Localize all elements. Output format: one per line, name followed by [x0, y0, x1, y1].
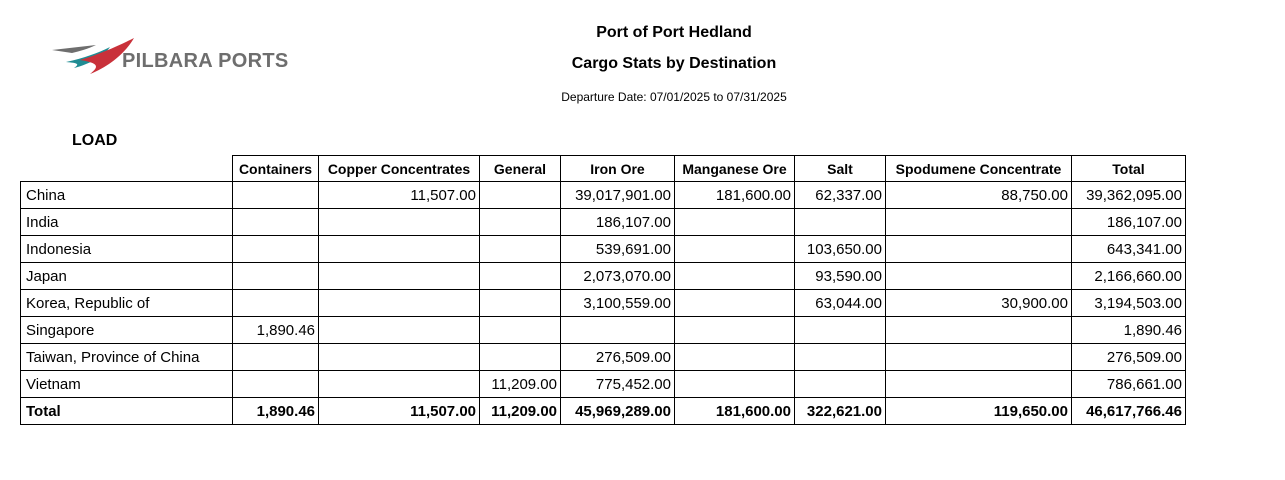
cell-copper-concentrates — [319, 263, 480, 290]
total-copper-concentrates: 11,507.00 — [319, 398, 480, 425]
cell-manganese-ore — [675, 209, 795, 236]
cell-total: 2,166,660.00 — [1072, 263, 1186, 290]
cell-total: 786,661.00 — [1072, 371, 1186, 398]
cell-general — [480, 209, 561, 236]
cell-containers — [233, 209, 319, 236]
cell-iron-ore: 276,509.00 — [561, 344, 675, 371]
logo-wordmark: PILBARA PORTS — [122, 50, 289, 72]
table-row — [21, 371, 1186, 398]
cell-copper-concentrates: 11,507.00 — [319, 182, 480, 209]
cell-total: 39,362,095.00 — [1072, 182, 1186, 209]
cell-spodumene-concentrate — [886, 344, 1072, 371]
total-manganese-ore: 181,600.00 — [675, 398, 795, 425]
cell-spodumene-concentrate: 30,900.00 — [886, 290, 1072, 317]
cell-spodumene-concentrate — [886, 209, 1072, 236]
col-header-spodumene-concentrate: Spodumene Concentrate — [886, 156, 1072, 182]
cell-iron-ore: 186,107.00 — [561, 209, 675, 236]
row-destination: Singapore — [21, 317, 233, 344]
cell-general — [480, 263, 561, 290]
col-header-general: General — [480, 156, 561, 182]
table-total-row — [21, 398, 1186, 425]
row-destination: China — [21, 182, 233, 209]
table-row — [21, 344, 1186, 371]
total-grand-total: 46,617,766.46 — [1072, 398, 1186, 425]
cell-copper-concentrates — [319, 209, 480, 236]
cell-salt — [795, 209, 886, 236]
cell-copper-concentrates — [319, 344, 480, 371]
cell-spodumene-concentrate — [886, 236, 1072, 263]
cell-general — [480, 317, 561, 344]
cell-salt: 63,044.00 — [795, 290, 886, 317]
total-row-label: Total — [21, 398, 233, 425]
cell-containers — [233, 371, 319, 398]
cell-containers — [233, 263, 319, 290]
section-heading-load: LOAD — [72, 132, 118, 149]
table-row — [21, 263, 1186, 290]
cell-iron-ore: 3,100,559.00 — [561, 290, 675, 317]
cell-salt: 62,337.00 — [795, 182, 886, 209]
cell-containers: 1,890.46 — [233, 317, 319, 344]
cell-spodumene-concentrate: 88,750.00 — [886, 182, 1072, 209]
cell-general: 11,209.00 — [480, 371, 561, 398]
cell-salt — [795, 371, 886, 398]
cell-salt: 93,590.00 — [795, 263, 886, 290]
cell-manganese-ore — [675, 263, 795, 290]
report-date-range: Departure Date: 07/01/2025 to 07/31/2025 — [561, 90, 787, 104]
row-destination: Vietnam — [21, 371, 233, 398]
cell-spodumene-concentrate — [886, 263, 1072, 290]
col-header-containers: Containers — [233, 156, 319, 182]
cell-manganese-ore — [675, 344, 795, 371]
col-header-total: Total — [1072, 156, 1186, 182]
row-destination: Taiwan, Province of China — [21, 344, 233, 371]
col-header-manganese-ore: Manganese Ore — [675, 156, 795, 182]
total-spodumene-concentrate: 119,650.00 — [886, 398, 1072, 425]
row-destination: Korea, Republic of — [21, 290, 233, 317]
cell-manganese-ore — [675, 371, 795, 398]
report-port-title: Port of Port Hedland — [596, 24, 752, 41]
cargo-stats-table — [20, 155, 1186, 425]
cell-salt: 103,650.00 — [795, 236, 886, 263]
cell-containers — [233, 182, 319, 209]
cell-general — [480, 182, 561, 209]
cell-general — [480, 290, 561, 317]
col-header-iron-ore: Iron Ore — [561, 156, 675, 182]
cell-containers — [233, 290, 319, 317]
total-containers: 1,890.46 — [233, 398, 319, 425]
cell-spodumene-concentrate — [886, 317, 1072, 344]
row-destination: Japan — [21, 263, 233, 290]
row-destination: Indonesia — [21, 236, 233, 263]
cell-iron-ore: 39,017,901.00 — [561, 182, 675, 209]
total-salt: 322,621.00 — [795, 398, 886, 425]
row-destination: India — [21, 209, 233, 236]
table-row — [21, 317, 1186, 344]
cell-manganese-ore: 181,600.00 — [675, 182, 795, 209]
total-general: 11,209.00 — [480, 398, 561, 425]
cell-manganese-ore — [675, 317, 795, 344]
col-header-salt: Salt — [795, 156, 886, 182]
cell-iron-ore: 539,691.00 — [561, 236, 675, 263]
report-title: Cargo Stats by Destination — [571, 55, 777, 72]
cell-general — [480, 236, 561, 263]
cell-general — [480, 344, 561, 371]
cell-containers — [233, 344, 319, 371]
col-header-copper-concentrates: Copper Concentrates — [319, 156, 480, 182]
cell-total: 276,509.00 — [1072, 344, 1186, 371]
pilbara-ports-logo — [50, 36, 289, 80]
cell-total: 1,890.46 — [1072, 317, 1186, 344]
cell-iron-ore — [561, 317, 675, 344]
cell-manganese-ore — [675, 290, 795, 317]
cell-iron-ore: 2,073,070.00 — [561, 263, 675, 290]
cell-copper-concentrates — [319, 371, 480, 398]
total-iron-ore: 45,969,289.00 — [561, 398, 675, 425]
cell-copper-concentrates — [319, 236, 480, 263]
cell-copper-concentrates — [319, 290, 480, 317]
cell-salt — [795, 344, 886, 371]
cell-iron-ore: 775,452.00 — [561, 371, 675, 398]
cell-copper-concentrates — [319, 317, 480, 344]
table-row — [21, 209, 1186, 236]
cell-salt — [795, 317, 886, 344]
cell-manganese-ore — [675, 236, 795, 263]
cell-total: 186,107.00 — [1072, 209, 1186, 236]
table-row — [21, 236, 1186, 263]
header-blank-cell — [21, 156, 233, 182]
cell-containers — [233, 236, 319, 263]
table-row — [21, 290, 1186, 317]
table-header-row — [21, 156, 1186, 182]
cell-spodumene-concentrate — [886, 371, 1072, 398]
cell-total: 643,341.00 — [1072, 236, 1186, 263]
table-row — [21, 182, 1186, 209]
cell-total: 3,194,503.00 — [1072, 290, 1186, 317]
